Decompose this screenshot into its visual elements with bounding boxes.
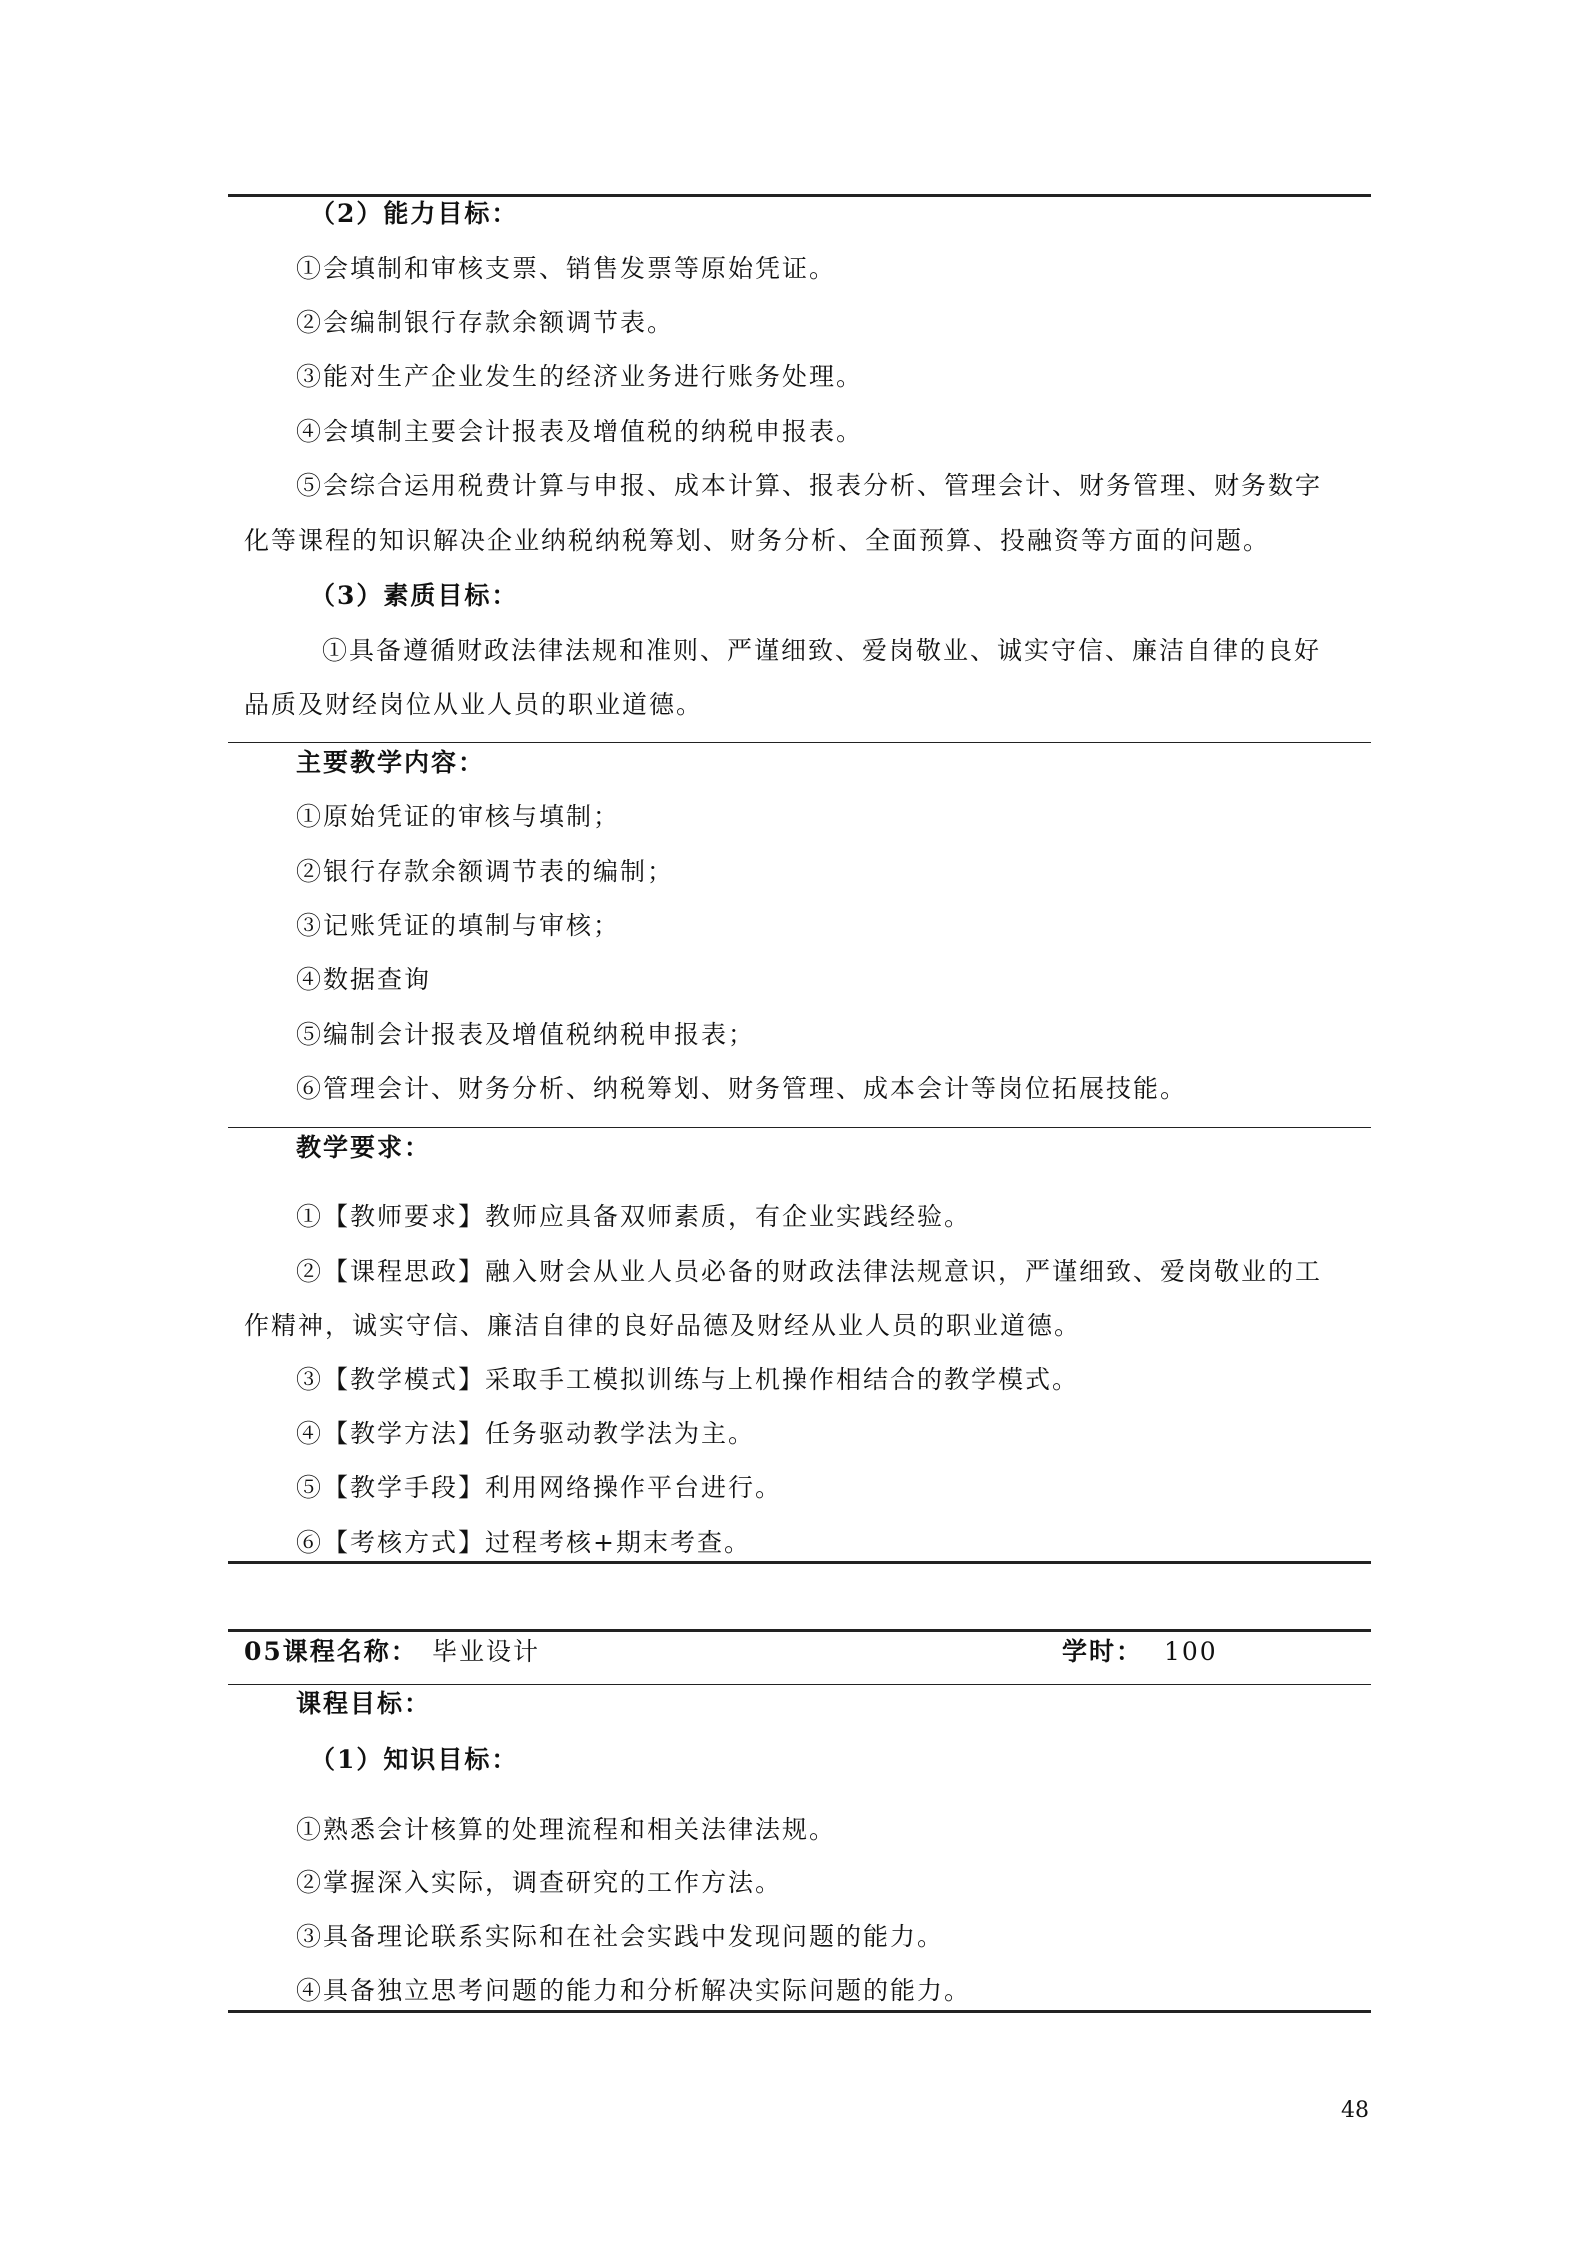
requirement-item-1: ①【教师要求】教师应具备双师素质，有企业实践经验。 [296, 1202, 972, 1231]
quality-item-1-continued: 品质及财经岗位从业人员的职业道德。 [244, 690, 704, 719]
course05-header-divider [228, 1684, 1371, 1685]
ability-item-2: ②会编制银行存款余额调节表。 [296, 308, 675, 337]
course-name-value: 毕业设计 [432, 1637, 541, 1666]
course-hours-value: 100 [1164, 1637, 1218, 1666]
requirement-item-2: ②【课程思政】融入财会从业人员必备的财政法律法规意识，严谨细致、爱岗敬业的工 [296, 1257, 1323, 1286]
content-item-2: ②银行存款余额调节表的编制； [296, 857, 675, 886]
ability-item-3: ③能对生产企业发生的经济业务进行账务处理。 [296, 362, 864, 391]
quality-goals-heading: （3）素质目标： [310, 581, 519, 610]
ability-item-5-continued: 化等课程的知识解决企业纳税纳税筹划、财务分析、全面预算、投融资等方面的问题。 [244, 526, 1271, 555]
course-goals-heading: 课程目标： [296, 1689, 432, 1718]
table-bottom-rule [228, 1561, 1371, 1564]
teaching-requirements-heading: 教学要求： [296, 1133, 432, 1162]
teaching-content-heading: 主要教学内容： [296, 748, 486, 777]
page-number: 48 [1341, 2098, 1369, 2123]
requirement-item-3: ③【教学模式】采取手工模拟训练与上机操作相结合的教学模式。 [296, 1365, 1080, 1394]
section-divider [228, 1127, 1371, 1128]
knowledge-item-3: ③具备理论联系实际和在社会实践中发现问题的能力。 [296, 1922, 945, 1951]
knowledge-item-4: ④具备独立思考问题的能力和分析解决实际问题的能力。 [296, 1976, 972, 2005]
content-item-4: ④数据查询 [296, 965, 432, 994]
document-page [228, 0, 1371, 2245]
quality-item-1: ①具备遵循财政法律法规和准则、严谨细致、爱岗敬业、诚实守信、廉洁自律的良好 [322, 636, 1322, 665]
ability-goals-heading: （2）能力目标： [310, 199, 519, 228]
course05-bottom-rule [228, 2010, 1371, 2013]
knowledge-item-1: ①熟悉会计核算的处理流程和相关法律法规。 [296, 1815, 837, 1844]
requirement-item-2-continued: 作精神，诚实守信、廉洁自律的良好品德及财经从业人员的职业道德。 [244, 1311, 1082, 1340]
ability-item-1: ①会填制和审核支票、销售发票等原始凭证。 [296, 254, 837, 283]
requirement-item-6: ⑥【考核方式】过程考核+期末考查。 [296, 1528, 751, 1557]
table-top-rule [228, 194, 1371, 197]
content-item-1: ①原始凭证的审核与填制； [296, 802, 621, 831]
content-item-6: ⑥管理会计、财务分析、纳税筹划、财务管理、成本会计等岗位拓展技能。 [296, 1074, 1188, 1103]
requirement-item-5: ⑤【教学手段】利用网络操作平台进行。 [296, 1473, 783, 1502]
course-hours-label: 学时： [1062, 1637, 1144, 1666]
course05-header-row [244, 1636, 1371, 1672]
course05-top-rule [228, 1629, 1371, 1632]
content-item-5: ⑤编制会计报表及增值税纳税申报表； [296, 1020, 756, 1049]
ability-item-5: ⑤会综合运用税费计算与申报、成本计算、报表分析、管理会计、财务管理、财务数字 [296, 471, 1323, 500]
knowledge-item-2: ②掌握深入实际，调查研究的工作方法。 [296, 1868, 783, 1897]
ability-item-4: ④会填制主要会计报表及增值税的纳税申报表。 [296, 417, 864, 446]
requirement-item-4: ④【教学方法】任务驱动教学法为主。 [296, 1419, 756, 1448]
section-divider [228, 742, 1371, 743]
knowledge-goals-heading: （1）知识目标： [310, 1745, 519, 1774]
course-name-label: 05课程名称： [244, 1637, 418, 1666]
content-item-3: ③记账凭证的填制与审核； [296, 911, 621, 940]
